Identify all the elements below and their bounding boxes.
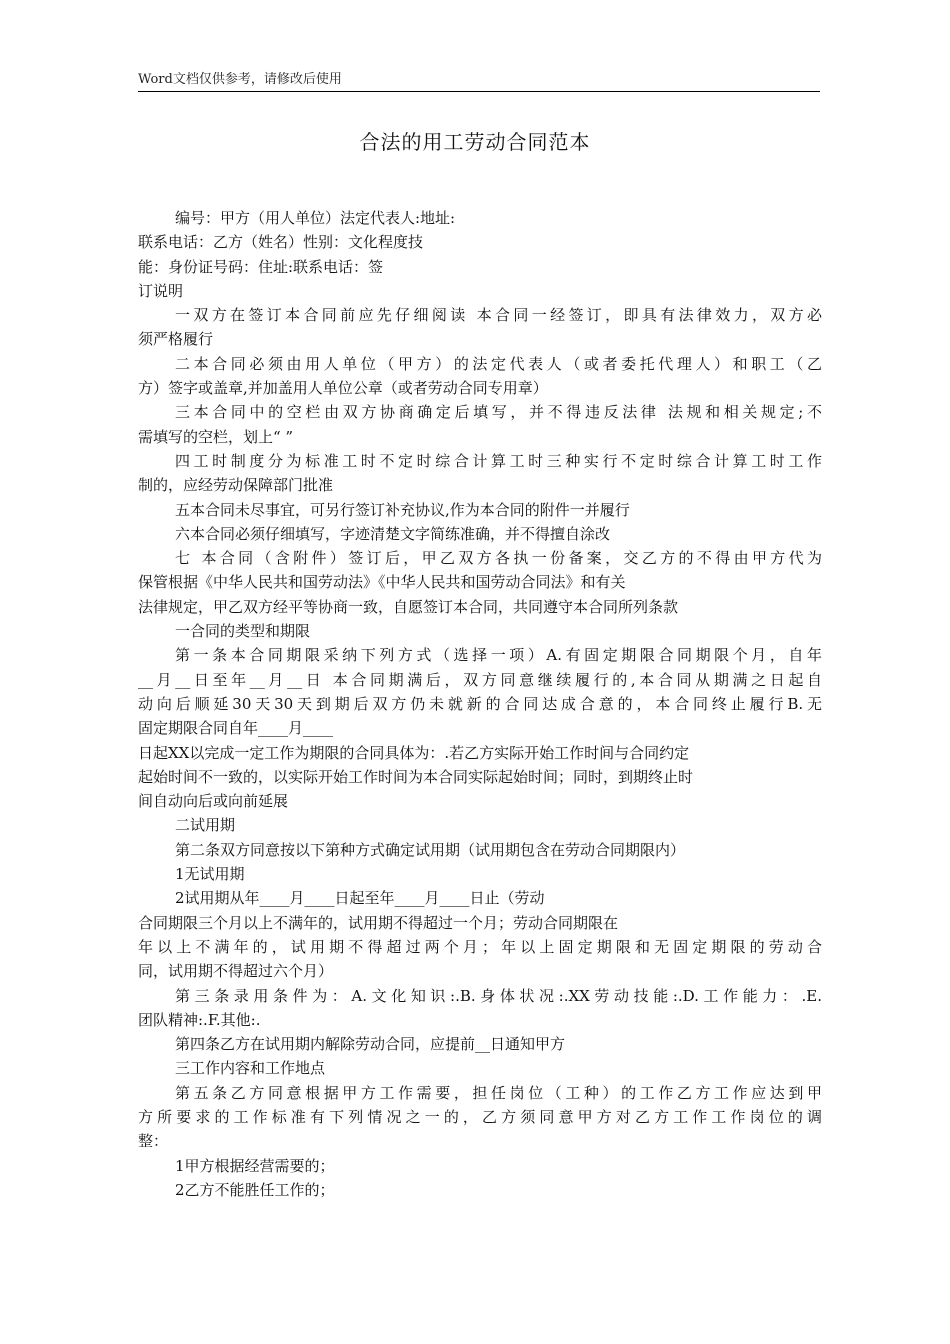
text-line: 二本合同必须由用人单位（甲方）的法定代表人（或者委托代理人）和职工（乙 — [175, 354, 822, 373]
text-line: 二试用期 — [175, 816, 236, 835]
text-line: 第四条乙方在试用期内解除劳动合同，应提前__日通知甲方 — [175, 1035, 566, 1054]
text-line: __月__日至年__月__日 本合同期满后，双方同意继续履行的,本合同从期满之日起自 — [138, 670, 822, 689]
text-line: 第五条乙方同意根据甲方工作需要，担任岗位（工种）的工作乙方工作应达到甲 — [175, 1083, 822, 1102]
text-line: 同，试用期不得超过六个月） — [138, 962, 334, 981]
text-line: 保管根据《中华人民共和国劳动法》《中华人民共和国劳动合同法》和有关 — [138, 573, 626, 592]
text-line: 第三条录用条件为：A.文化知识:.B.身体状况:.XX劳动技能:.D.工作能力：.E. — [175, 986, 822, 1005]
text-line: 能：身份证号码：住址:联系电话：签 — [138, 257, 384, 276]
text-line: 一双方在签订本合同前应先仔细阅读 本合同一经签订，即具有法律效力，双方必 — [175, 306, 822, 325]
text-line: 整： — [138, 1132, 169, 1151]
text-line: 联系电话：乙方（姓名）性别：文化程度技 — [138, 233, 424, 252]
text-line: 团队精神:.F.其他:. — [138, 1010, 261, 1029]
document-title: 合法的用工劳动合同范本 — [359, 130, 591, 154]
text-line: 需填写的空栏，划上“ ” — [138, 427, 294, 446]
text-line: 动向后顺延30天30天到期后双方仍未就新的合同达成合意的，本合同终止履行B.无 — [138, 694, 822, 713]
text-line: 方所要求的工作标准有下列情况之一的，乙方须同意甲方对乙方工作工作岗位的调 — [138, 1107, 822, 1126]
text-line: 七 本合同（含附件）签订后，甲乙双方各执一份备案，交乙方的不得由甲方代为 — [175, 549, 822, 568]
page-header-note: Word文档仅供参考，请修改后使用 — [138, 70, 820, 92]
text-line: 年以上不满年的，试用期不得超过两个月；年以上固定期限和无固定期限的劳动合 — [138, 937, 822, 956]
text-line: 制的，应经劳动保障部门批准 — [138, 476, 334, 495]
text-line: 须严格履行 — [138, 330, 214, 349]
text-line: 订说明 — [138, 281, 184, 300]
text-line: 法律规定，甲乙双方经平等协商一致，自愿签订本合同，共同遵守本合同所列条款 — [138, 597, 679, 616]
text-line: 固定期限合同自年____月____ — [138, 719, 334, 738]
text-line: 三工作内容和工作地点 — [175, 1059, 326, 1078]
text-line: 1甲方根据经营需要的； — [175, 1156, 335, 1175]
text-line: 五本合同未尽事宜，可另行签订补充协议,作为本合同的附件一并履行 — [175, 500, 630, 519]
text-line: 第二条双方同意按以下第种方式确定试用期（试用期包含在劳动合同期限内） — [175, 840, 686, 859]
text-line: 一合同的类型和期限 — [175, 622, 311, 641]
text-line: 编号：甲方（用人单位）法定代表人:地址: — [175, 209, 456, 227]
text-line: 间自动向后或向前延展 — [138, 792, 289, 811]
text-line: 合同期限三个月以上不满年的，试用期不得超过一个月；劳动合同期限在 — [138, 913, 619, 932]
text-line: 2试用期从年____月____日起至年____月____日止（劳动 — [175, 889, 545, 908]
text-line: 第一条本合同期限采纳下列方式（选择一项）A.有固定期限合同期限个月，自年 — [175, 646, 822, 665]
text-line: 1无试用期 — [175, 865, 245, 884]
text-line: 六本合同必须仔细填写，字迹清楚文字简练准确，并不得擅自涂改 — [175, 524, 611, 543]
document-body — [138, 206, 822, 1202]
text-line: 三本合同中的空栏由双方协商确定后填写，并不得违反法律 法规和相关规定;不 — [175, 403, 822, 422]
text-line: 四工时制度分为标准工时不定时综合计算工时三种实行不定时综合计算工时工作 — [175, 451, 822, 470]
text-line: 起始时间不一致的，以实际开始工作时间为本合同实际起始时间；同时，到期终止时 — [138, 767, 694, 786]
text-line: 方）签字或盖章,并加盖用人单位公章（或者劳动合同专用章） — [138, 379, 548, 398]
text-line: 日起XX以完成一定工作为期限的合同具体为：.若乙方实际开始工作时间与合同约定 — [138, 743, 690, 762]
text-line: 2乙方不能胜任工作的； — [175, 1180, 335, 1199]
